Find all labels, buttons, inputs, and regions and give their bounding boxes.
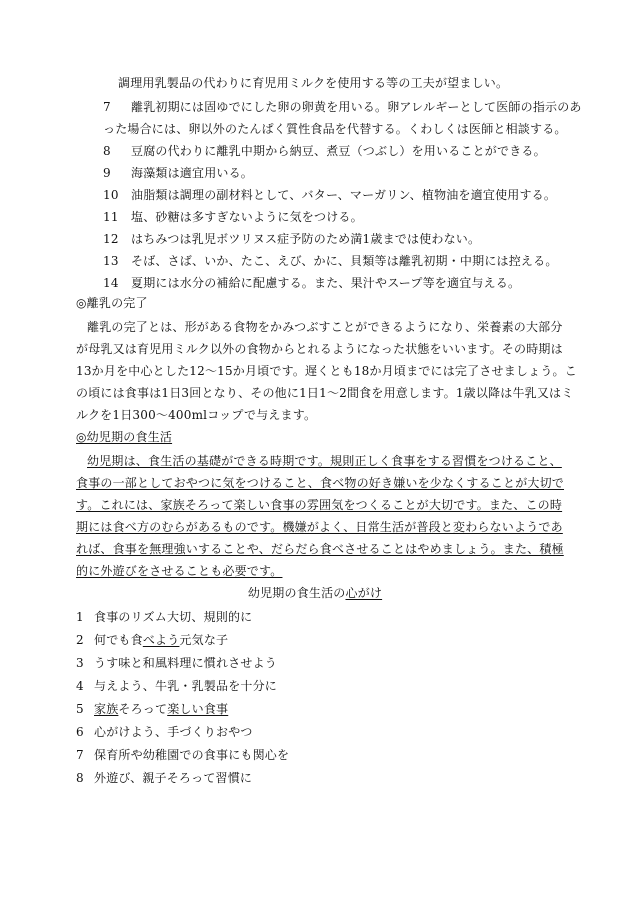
tip-text-underlined: 楽しい食事	[167, 702, 229, 716]
tip-number: 6	[76, 725, 84, 739]
paragraph-line: が母乳又は育児用ミルク以外の食物からとれるようになった状態をいいます。その時期は	[76, 342, 563, 356]
paragraph-line: ルクを1日300〜400mlコップで与えます。	[76, 408, 317, 422]
item-number: 8	[103, 144, 111, 158]
paragraph-line: 離乳の完了とは、形がある食物をかみつぶすことができるようになり、栄養素の大部分	[87, 320, 563, 334]
tip-number: 4	[76, 679, 84, 693]
section-heading-toddler-diet: ◎幼児期の食生活	[76, 430, 173, 444]
tip-text: 保育所や幼稚園での食事にも関心を	[94, 748, 290, 762]
tip-item-7	[76, 747, 289, 763]
item-number: 9	[103, 166, 111, 180]
item-text: そば、さば、いか、たこ、えび、かに、貝類等は離乳初期・中期には控える。	[131, 254, 558, 268]
tip-text: そろって	[118, 702, 168, 716]
tip-item-4	[76, 678, 277, 694]
guideline-item-8	[103, 143, 546, 159]
underlined-paragraph-line: 食事の一部としておやつに気をつけること、食べ物の好き嫌いを少なくすることが大切で	[76, 476, 565, 490]
tip-text: うす味と和風料理に慣れさせよう	[94, 656, 278, 670]
tip-number: 7	[76, 748, 84, 762]
tip-item-3	[76, 655, 277, 671]
tip-item-6	[76, 724, 253, 740]
item-number: 14	[103, 276, 119, 290]
item-number: 11	[103, 210, 119, 224]
guideline-item-9	[103, 165, 253, 181]
item-text: 夏期には水分の補給に配慮する。また、果汁やスープ等を適宜与える。	[131, 276, 521, 290]
tip-number: 8	[76, 771, 84, 785]
guideline-item-13	[103, 253, 558, 269]
item-text: はちみつは乳児ボツリヌス症予防のため満1歳までは使わない。	[131, 232, 481, 246]
item-text: 油脂類は調理の副材料として、バター、マーガリン、植物油を適宜使用する。	[131, 188, 557, 202]
tip-item-1	[76, 609, 252, 625]
tip-number: 3	[76, 656, 84, 670]
paragraph-line: の頃には食事は1日3回となり、その他に1日1〜2間食を用意します。1歳以降は牛乳又はミ	[76, 386, 574, 400]
guideline-item-7	[103, 99, 582, 115]
underlined-paragraph-line: 期には食べ方のむらがあるものです。機嫌がよく、日常生活が普段と変わらないようであ	[76, 520, 563, 534]
tips-title-underlined: 心がけ	[345, 586, 383, 600]
section-heading-weaning-complete: ◎離乳の完了	[76, 296, 148, 310]
tip-item-8	[76, 770, 252, 786]
item-text: 海藻類は適宜用いる。	[131, 166, 254, 180]
tip-text: 何でも食	[94, 633, 143, 647]
tip-text: 外遊び、親子そろって習慣に	[94, 771, 253, 785]
tip-text-underlined: べよう	[142, 633, 180, 647]
tips-title-prefix: 幼児期の食生活の	[247, 586, 346, 600]
item-text: 塩、砂糖は多すぎないように気をつける。	[131, 210, 363, 224]
guideline-item-14	[103, 275, 520, 291]
tip-number: 5	[76, 702, 84, 716]
tip-text: 元気な子	[179, 633, 229, 647]
tip-number: 2	[76, 633, 84, 647]
item-number: 10	[103, 188, 119, 202]
item-number: 7	[103, 100, 111, 114]
item-number: 13	[103, 254, 119, 268]
guideline-item-12	[103, 231, 480, 247]
underlined-paragraph-line: す。これには、家族そろって楽しい食事の雰囲気をつくることが大切です。また、この時	[76, 498, 563, 512]
tips-title	[0, 585, 630, 601]
tip-text: 心がけよう、手づくりおやつ	[94, 725, 253, 739]
guideline-continuation-line: 調理用乳製品の代わりに育児用ミルクを使用する等の工夫が望ましい。	[118, 76, 509, 90]
tip-item-5	[76, 701, 228, 717]
guideline-item-11	[103, 209, 363, 225]
underlined-paragraph-line: 的に外遊びをさせることも必要です。	[76, 564, 283, 578]
guideline-item-10	[103, 187, 556, 203]
guideline-item-7-cont: った場合には、卵以外のたんぱく質性食品を代替する。くわしくは医師と相談する。	[103, 122, 567, 136]
underlined-paragraph-line: 幼児期は、食生活の基礎ができる時期です。規則正しく食事をする習慣をつけること、	[87, 454, 562, 468]
tip-text-underlined: 家族	[94, 702, 119, 716]
tip-text: 食事のリズム大切、規則的に	[94, 610, 253, 624]
item-number: 12	[103, 232, 119, 246]
item-text: 離乳初期には固ゆでにした卵の卵黄を用いる。卵アレルギーとして医師の指示のあ	[131, 100, 582, 114]
paragraph-line: 13か月を中心とした12〜15か月頃です。遅くとも18か月頃までには完了させましょう。こ	[76, 364, 577, 378]
tip-text: 与えよう、牛乳・乳製品を十分に	[94, 679, 278, 693]
tip-number: 1	[76, 610, 84, 624]
tip-item-2	[76, 632, 228, 648]
underlined-paragraph-line: れば、食事を無理強いすることや、だらだら食べさせることはやめましょう。また、積極	[76, 542, 564, 556]
item-text: 豆腐の代わりに離乳中期から納豆、煮豆（つぶし）を用いることができる。	[131, 144, 546, 158]
